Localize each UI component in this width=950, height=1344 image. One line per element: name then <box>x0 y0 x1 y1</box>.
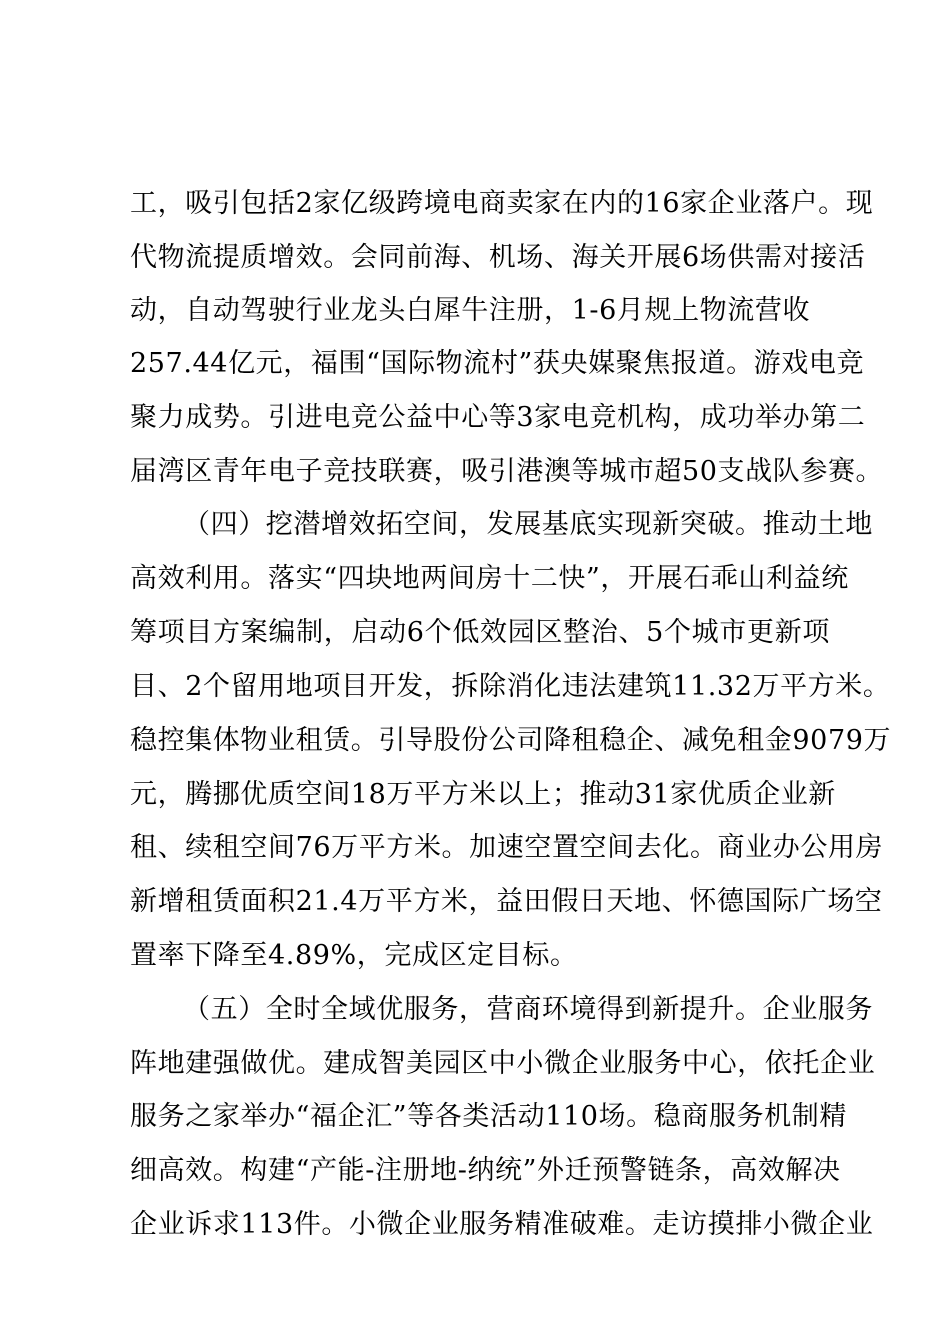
text-line: 租、续租空间76万平方米。加速空置空间去化。商业办公用房 <box>130 832 884 863</box>
text-line: 目、2个留用地项目开发，拆除消化违法建筑11.32万平方米。 <box>130 671 891 702</box>
text-line: 阵地建强做优。建成智美园区中小微企业服务中心，依托企业 <box>130 1048 876 1079</box>
text-line: 代物流提质增效。会同前海、机场、海关开展6场供需对接活 <box>130 242 866 273</box>
text-line: 细高效。构建“产能-注册地-纳统”外迁预警链条，高效解决 <box>130 1155 841 1186</box>
text-line: 筹项目方案编制，启动6个低效园区整治、5个城市更新项 <box>130 617 830 648</box>
section-heading-line: （四）挖潜增效拓空间，发展基底实现新突破。推动土地 <box>183 509 873 540</box>
text-line: 届湾区青年电子竞技联赛，吸引港澳等城市超50支战队参赛。 <box>130 456 884 487</box>
text-line: 动，自动驾驶行业龙头白犀牛注册，1-6月规上物流营收 <box>130 295 811 326</box>
text-line: 聚力成势。引进电竞公益中心等3家电竞机构，成功举办第二 <box>130 402 866 433</box>
text-line: 置率下降至4.89%，完成区定目标。 <box>130 940 578 971</box>
text-line: 新增租赁面积21.4万平方米，益田假日天地、怀德国际广场空 <box>130 886 883 917</box>
text-line: 高效利用。落实“四块地两间房十二快”，开展石乖山利益统 <box>130 563 849 594</box>
section-heading-line: （五）全时全域优服务，营商环境得到新提升。企业服务 <box>183 994 873 1025</box>
text-line: 稳控集体物业租赁。引导股份公司降租稳企、减免租金9079万 <box>130 725 892 756</box>
text-line: 企业诉求113件。小微企业服务精准破难。走访摸排小微企业 <box>130 1209 874 1240</box>
text-line: 工，吸引包括2家亿级跨境电商卖家在内的16家企业落户。现 <box>130 188 874 219</box>
text-line: 元，腾挪优质空间18万平方米以上；推动31家优质企业新 <box>130 779 836 810</box>
text-line: 服务之家举办“福企汇”等各类活动110场。稳商服务机制精 <box>130 1101 847 1132</box>
text-line: 257.44亿元，福围“国际物流村”获央媒聚焦报道。游戏电竞 <box>130 348 865 379</box>
